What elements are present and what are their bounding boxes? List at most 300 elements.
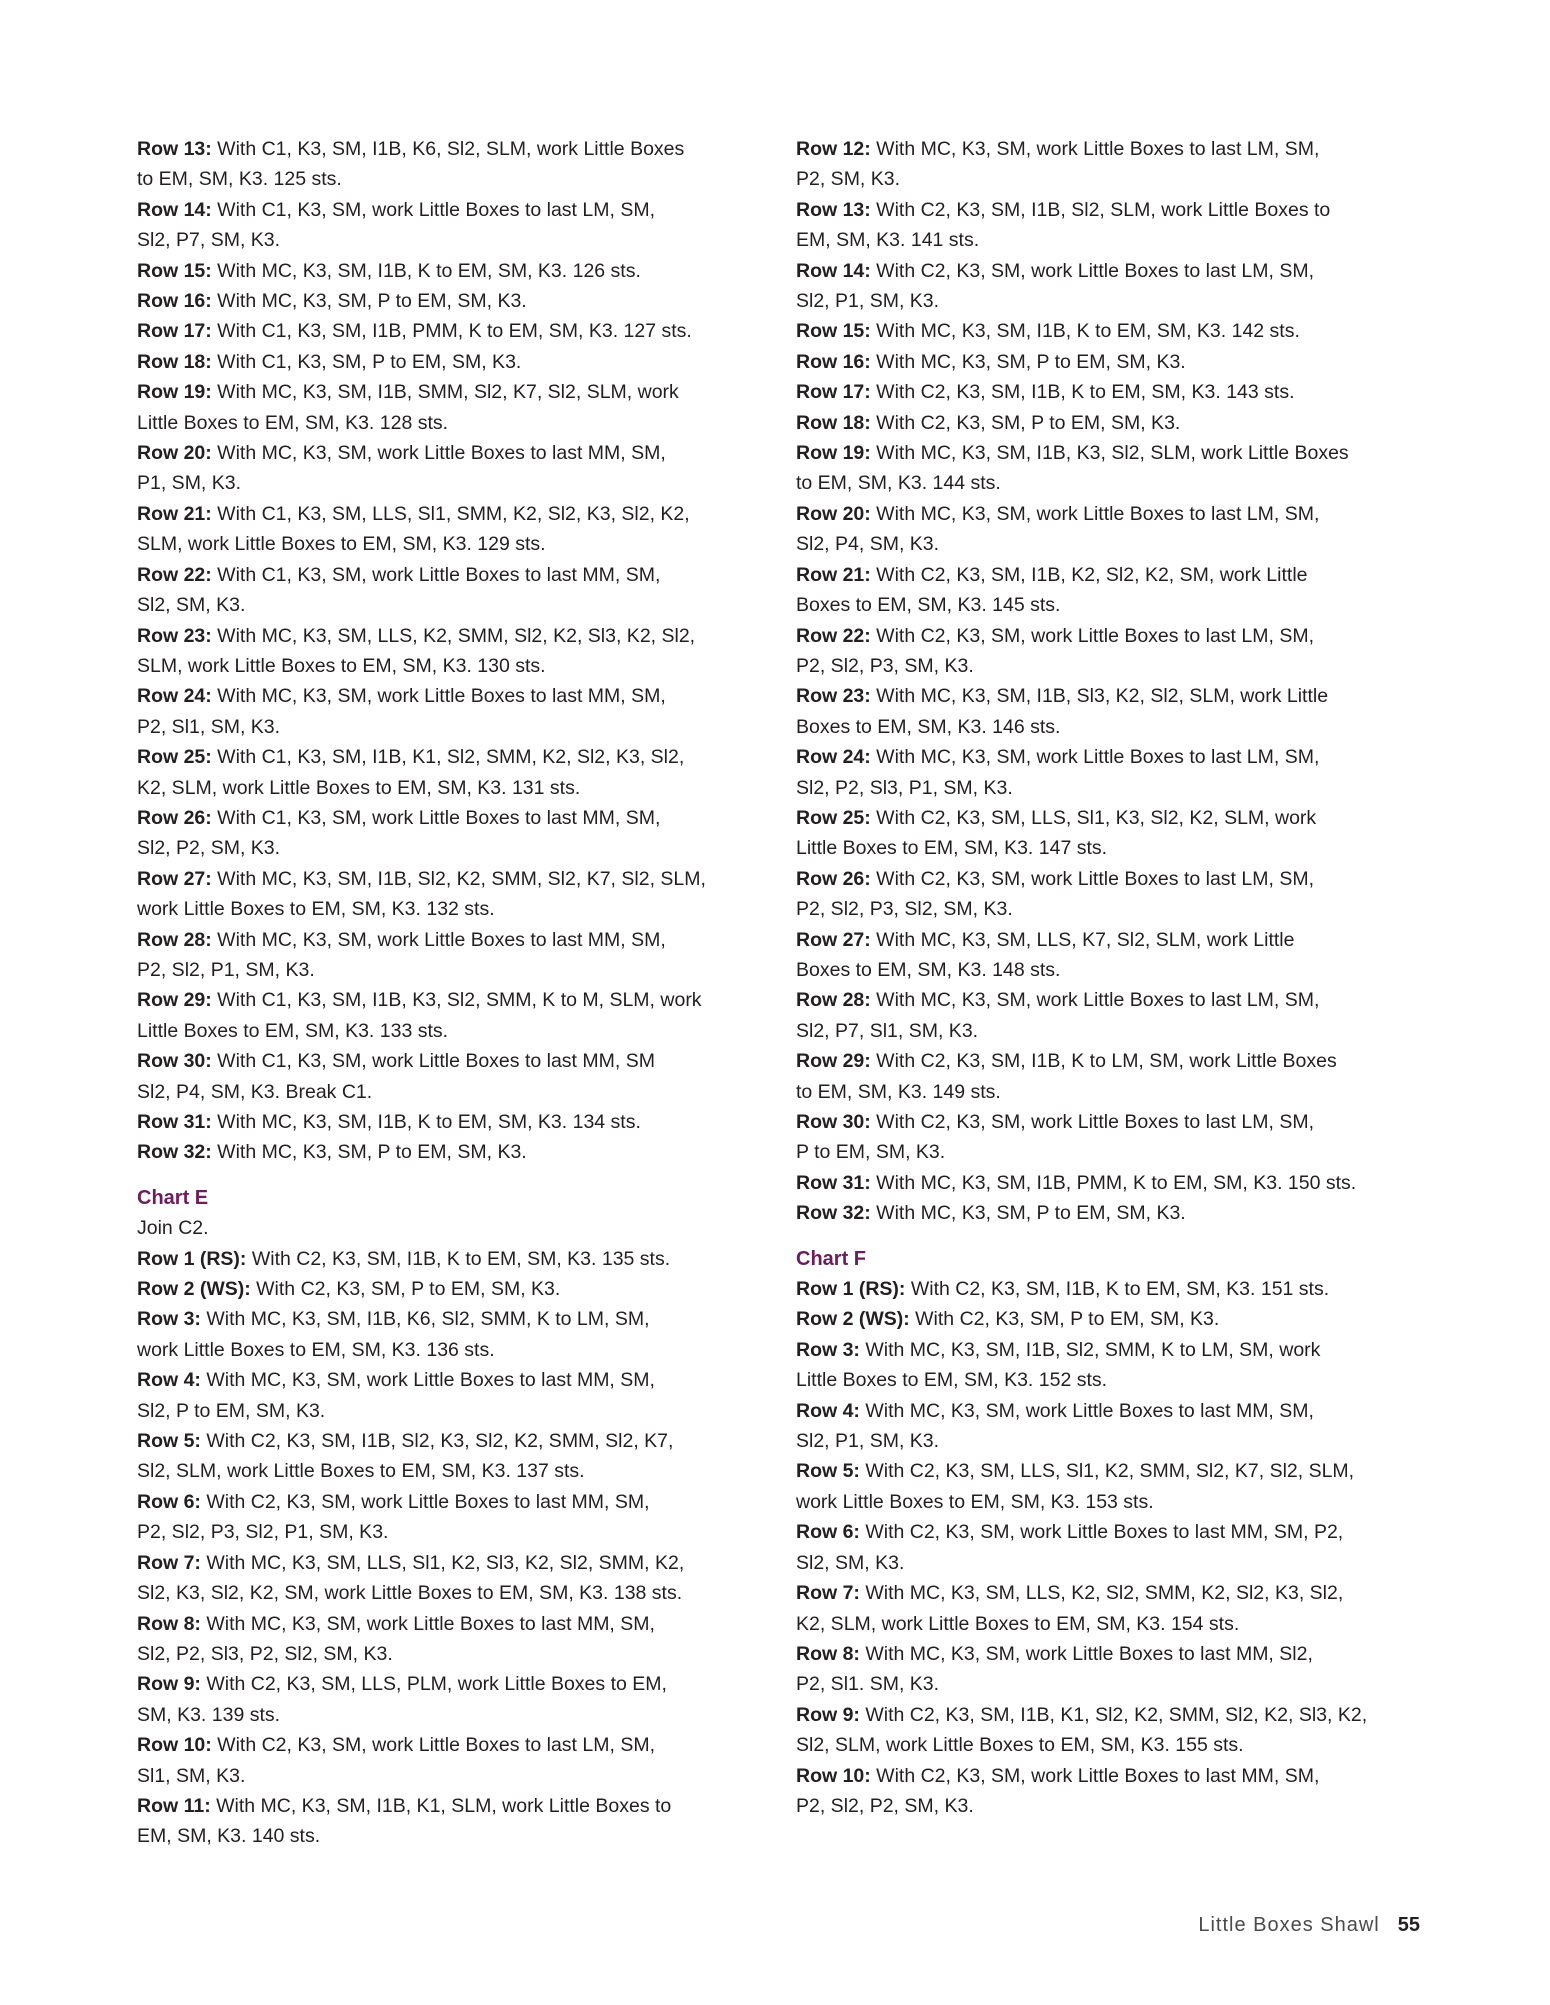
instruction-row	[137, 195, 752, 256]
instruction-line	[137, 529, 752, 559]
row-label: Row 28:	[796, 989, 871, 1012]
instruction-line	[137, 1274, 752, 1304]
instruction-line	[137, 803, 752, 833]
row-label: Row 27:	[137, 867, 212, 890]
instruction-row	[137, 1548, 752, 1609]
row-text: With MC, K3, SM, I1B, Sl2, SMM, K to LM, SM, work	[859, 1338, 1321, 1361]
instruction-line	[137, 590, 752, 620]
instruction-line	[796, 134, 1421, 164]
instruction-line	[796, 1396, 1421, 1426]
row-text: With C2, K3, SM, I1B, K to EM, SM, K3. 135 sts.	[246, 1247, 671, 1270]
row-text: P to EM, SM, K3.	[796, 1141, 946, 1164]
row-label: Row 16:	[796, 350, 871, 373]
row-text: Sl2, P1, SM, K3.	[796, 1430, 940, 1453]
row-text: Sl1, SM, K3.	[137, 1764, 246, 1787]
row-text: With C2, K3, SM, work Little Boxes to last LM, SM,	[870, 624, 1314, 647]
instruction-line	[137, 1609, 752, 1639]
instruction-line	[137, 742, 752, 772]
instruction-line	[796, 195, 1421, 225]
row-text: With MC, K3, SM, I1B, PMM, K to EM, SM, K3. 150 sts.	[870, 1171, 1357, 1194]
row-text: With C2, K3, SM, work Little Boxes to last MM, SM,	[870, 1764, 1320, 1787]
row-label: Row 27:	[796, 928, 871, 951]
row-text: With MC, K3, SM, work Little Boxes to last LM, SM,	[870, 989, 1320, 1012]
instruction-row	[796, 1198, 1421, 1228]
instruction-row	[796, 985, 1421, 1046]
row-label: Row 24:	[137, 685, 212, 708]
row-label: Row 20:	[796, 502, 871, 525]
row-text: With C2, K3, SM, I1B, Sl2, SLM, work Little Boxes to	[870, 198, 1331, 221]
instruction-line	[796, 712, 1421, 742]
instruction-row	[137, 1244, 752, 1274]
row-text: With MC, K3, SM, LLS, K7, Sl2, SLM, work Little	[870, 928, 1295, 951]
row-label: Row 12:	[796, 138, 871, 160]
instruction-row	[137, 742, 752, 803]
row-label: Row 28:	[137, 928, 212, 951]
instruction-line	[796, 560, 1421, 590]
instruction-line	[137, 1426, 752, 1456]
row-label: Row 19:	[137, 381, 212, 404]
row-label: Row 21:	[796, 563, 871, 586]
row-text: With C2, K3, SM, work Little Boxes to last MM, SM, P2,	[859, 1521, 1344, 1544]
instruction-line	[796, 1517, 1421, 1547]
row-text: With C1, K3, SM, work Little Boxes to last MM, SM,	[211, 563, 661, 586]
row-text: P2, Sl1. SM, K3.	[796, 1673, 940, 1696]
instruction-line	[137, 468, 752, 498]
instruction-line	[796, 1609, 1421, 1639]
instruction-line	[796, 1365, 1421, 1395]
instruction-line	[137, 1244, 752, 1274]
row-text: work Little Boxes to EM, SM, K3. 132 sts.	[137, 898, 495, 921]
row-text: With C2, K3, SM, LLS, Sl1, K3, Sl2, K2, SLM, work	[870, 806, 1317, 829]
instruction-line	[796, 925, 1421, 955]
row-text: With C1, K3, SM, work Little Boxes to last LM, SM,	[211, 198, 655, 221]
row-text: With C2, K3, SM, work Little Boxes to last MM, SM,	[200, 1490, 650, 1513]
row-text: P1, SM, K3.	[137, 472, 242, 495]
instruction-line	[796, 651, 1421, 681]
row-label: Row 14:	[137, 198, 212, 221]
row-label: Row 21:	[137, 502, 212, 525]
instruction-row	[796, 499, 1421, 560]
instruction-line	[796, 681, 1421, 711]
instruction-line	[137, 164, 752, 194]
row-text: to EM, SM, K3. 149 sts.	[796, 1080, 1001, 1103]
row-text: Sl2, SLM, work Little Boxes to EM, SM, K3. 137 sts.	[137, 1460, 585, 1483]
instruction-row	[137, 1046, 752, 1107]
row-text: SLM, work Little Boxes to EM, SM, K3. 129 sts.	[137, 533, 546, 556]
instruction-line	[137, 347, 752, 377]
instruction-row	[137, 499, 752, 560]
row-label: Row 2 (WS):	[796, 1308, 910, 1331]
instruction-line	[137, 621, 752, 651]
instruction-line	[137, 955, 752, 985]
instruction-row	[137, 1213, 752, 1243]
instruction-line	[796, 286, 1421, 316]
instruction-row	[137, 560, 752, 621]
instruction-row	[137, 377, 752, 438]
row-label: Row 1 (RS):	[796, 1278, 906, 1301]
row-text: With C2, K3, SM, P to EM, SM, K3.	[250, 1278, 561, 1301]
row-label: Row 29:	[796, 1050, 871, 1073]
row-label: Row 5:	[796, 1460, 860, 1483]
instruction-row	[137, 803, 752, 864]
row-text: With MC, K3, SM, work Little Boxes to last MM, Sl2,	[859, 1642, 1313, 1665]
row-text: With C1, K3, SM, I1B, PMM, K to EM, SM, K3. 127 sts.	[211, 320, 692, 343]
instruction-row	[137, 134, 752, 195]
instruction-row	[796, 1761, 1421, 1822]
instruction-row	[137, 347, 752, 377]
instruction-line	[796, 1548, 1421, 1578]
row-text: P2, Sl2, P1, SM, K3.	[137, 958, 315, 981]
row-label: Row 13:	[796, 198, 871, 221]
left-column	[137, 134, 752, 1852]
instruction-row	[796, 621, 1421, 682]
row-text: With MC, K3, SM, P to EM, SM, K3.	[870, 350, 1186, 373]
instruction-line	[796, 1761, 1421, 1791]
row-text: With MC, K3, SM, LLS, Sl1, K2, Sl3, K2, Sl2, SMM, K2,	[200, 1551, 685, 1574]
row-text: Sl2, SM, K3.	[137, 594, 246, 617]
instruction-row	[796, 408, 1421, 438]
instruction-line	[137, 408, 752, 438]
row-text: Little Boxes to EM, SM, K3. 128 sts.	[137, 411, 449, 434]
row-text: P2, SM, K3.	[796, 168, 901, 191]
instruction-row	[796, 742, 1421, 803]
footer-title: Little Boxes Shawl	[1198, 1914, 1380, 1936]
row-text: Boxes to EM, SM, K3. 146 sts.	[796, 715, 1061, 738]
instruction-line	[137, 1077, 752, 1107]
instruction-line	[796, 164, 1421, 194]
instruction-line	[796, 1198, 1421, 1228]
row-label: Row 23:	[796, 685, 871, 708]
row-text: With C2, K3, SM, work Little Boxes to last LM, SM,	[870, 259, 1314, 282]
instruction-row	[796, 864, 1421, 925]
row-text: Little Boxes to EM, SM, K3. 147 sts.	[796, 837, 1108, 860]
instruction-line	[137, 225, 752, 255]
instruction-line	[137, 1046, 752, 1076]
instruction-row	[796, 377, 1421, 407]
instruction-line	[137, 1578, 752, 1608]
instruction-line	[137, 1487, 752, 1517]
row-text: Sl2, K3, Sl2, K2, SM, work Little Boxes to EM, SM, K3. 138 sts.	[137, 1582, 683, 1605]
instruction-row	[796, 1517, 1421, 1578]
instruction-line	[796, 1304, 1421, 1334]
row-text: SM, K3. 139 sts.	[137, 1703, 281, 1726]
instruction-line	[796, 955, 1421, 985]
instruction-line	[137, 1335, 752, 1365]
row-text: With C2, K3, SM, work Little Boxes to last LM, SM,	[211, 1734, 655, 1757]
instruction-line	[796, 1046, 1421, 1076]
row-text: Join C2.	[137, 1217, 209, 1240]
row-text: With C2, K3, SM, I1B, K2, Sl2, K2, SM, work Little	[870, 563, 1308, 586]
instruction-line	[137, 1700, 752, 1730]
instruction-row	[796, 1335, 1421, 1396]
row-text: With MC, K3, SM, I1B, SMM, Sl2, K7, Sl2, SLM, work	[211, 381, 679, 404]
row-label: Row 5:	[137, 1430, 201, 1453]
instruction-line	[137, 651, 752, 681]
instruction-line	[137, 560, 752, 590]
row-label: Row 4:	[137, 1369, 201, 1392]
row-text: With MC, K3, SM, I1B, K6, Sl2, SMM, K to LM, SM,	[200, 1308, 650, 1331]
instruction-row	[796, 1107, 1421, 1168]
row-label: Row 18:	[796, 411, 871, 434]
row-label: Row 16:	[137, 290, 212, 313]
instruction-line	[796, 377, 1421, 407]
instruction-line	[796, 773, 1421, 803]
row-label: Row 8:	[137, 1612, 201, 1635]
row-text: Sl2, P2, SM, K3.	[137, 837, 281, 860]
instruction-line	[796, 803, 1421, 833]
row-label: Row 26:	[796, 867, 871, 890]
instruction-row	[796, 256, 1421, 317]
row-text: to EM, SM, K3. 144 sts.	[796, 472, 1001, 495]
row-text: K2, SLM, work Little Boxes to EM, SM, K3. 131 sts.	[137, 776, 581, 799]
instruction-line	[796, 1016, 1421, 1046]
row-label: Row 29:	[137, 989, 212, 1012]
row-text: With MC, K3, SM, work Little Boxes to last LM, SM,	[870, 502, 1320, 525]
instruction-line	[796, 1168, 1421, 1198]
instruction-line	[796, 1487, 1421, 1517]
instruction-row	[137, 1487, 752, 1548]
row-text: With C2, K3, SM, LLS, PLM, work Little Boxes to EM,	[200, 1673, 667, 1696]
row-text: Sl2, P to EM, SM, K3.	[137, 1399, 326, 1422]
instruction-line	[137, 256, 752, 286]
instruction-row	[796, 1274, 1421, 1304]
instruction-row	[796, 347, 1421, 377]
instruction-row	[137, 438, 752, 499]
instruction-line	[137, 1821, 752, 1851]
row-text: With MC, K3, SM, I1B, Sl3, K2, Sl2, SLM, work Little	[870, 685, 1329, 708]
row-text: Sl2, SLM, work Little Boxes to EM, SM, K3. 155 sts.	[796, 1734, 1244, 1757]
row-text: With C2, K3, SM, work Little Boxes to last LM, SM,	[870, 867, 1314, 890]
row-label: Row 15:	[137, 259, 212, 282]
instruction-line	[796, 1456, 1421, 1486]
row-text: to EM, SM, K3. 125 sts.	[137, 168, 342, 191]
instruction-line	[137, 712, 752, 742]
row-label: Row 14:	[796, 259, 871, 282]
instruction-line	[137, 925, 752, 955]
row-label: Row 6:	[796, 1521, 860, 1544]
instruction-line	[796, 529, 1421, 559]
row-label: Row 17:	[796, 381, 871, 404]
instruction-row	[137, 1137, 752, 1167]
row-text: P2, Sl2, P2, SM, K3.	[796, 1794, 974, 1817]
row-text: With C2, K3, SM, LLS, Sl1, K2, SMM, Sl2, K7, Sl2, SLM,	[859, 1460, 1355, 1483]
instruction-row	[796, 1396, 1421, 1457]
instruction-line	[796, 256, 1421, 286]
instruction-line	[137, 286, 752, 316]
row-label: Row 3:	[137, 1308, 201, 1331]
instruction-line	[137, 1730, 752, 1760]
instruction-line	[796, 408, 1421, 438]
row-text: Boxes to EM, SM, K3. 145 sts.	[796, 594, 1061, 617]
row-text: With MC, K3, SM, work Little Boxes to last MM, SM,	[211, 685, 666, 708]
row-label: Row 10:	[796, 1764, 871, 1787]
row-label: Row 25:	[137, 746, 212, 769]
instruction-row	[137, 681, 752, 742]
row-label: Row 8:	[796, 1642, 860, 1665]
row-label: Row 18:	[137, 350, 212, 373]
row-text: With MC, K3, SM, I1B, K to EM, SM, K3. 126 sts.	[211, 259, 641, 282]
row-text: P2, Sl2, P3, SM, K3.	[796, 654, 974, 677]
row-text: work Little Boxes to EM, SM, K3. 153 sts.	[796, 1490, 1154, 1513]
instruction-line	[796, 833, 1421, 863]
instruction-line	[796, 621, 1421, 651]
row-text: With C2, K3, SM, I1B, K to LM, SM, work Little Boxes	[870, 1050, 1337, 1073]
row-text: EM, SM, K3. 140 sts.	[137, 1825, 321, 1848]
row-text: With C2, K3, SM, I1B, K to EM, SM, K3. 143 sts.	[870, 381, 1295, 404]
row-text: work Little Boxes to EM, SM, K3. 136 sts.	[137, 1338, 495, 1361]
row-text: With MC, K3, SM, I1B, K1, SLM, work Little Boxes to	[210, 1794, 672, 1817]
row-label: Row 7:	[796, 1582, 860, 1605]
row-text: Sl2, P2, Sl3, P2, Sl2, SM, K3.	[137, 1642, 393, 1665]
row-label: Row 22:	[137, 563, 212, 586]
row-text: With C1, K3, SM, I1B, K1, Sl2, SMM, K2, Sl2, K3, Sl2,	[211, 746, 685, 769]
row-text: With MC, K3, SM, I1B, K to EM, SM, K3. 142 sts.	[870, 320, 1300, 343]
row-label: Row 10:	[137, 1734, 212, 1757]
instruction-line	[796, 1578, 1421, 1608]
row-text: Little Boxes to EM, SM, K3. 133 sts.	[137, 1019, 449, 1042]
instruction-line	[796, 985, 1421, 1015]
instruction-line	[137, 1365, 752, 1395]
row-text: Sl2, P1, SM, K3.	[796, 290, 940, 313]
instruction-row	[137, 256, 752, 286]
instruction-line	[137, 773, 752, 803]
instruction-row	[137, 1669, 752, 1730]
instruction-row	[137, 316, 752, 346]
instruction-row	[137, 1791, 752, 1852]
row-text: With C1, K3, SM, I1B, K3, Sl2, SMM, K to M, SLM, work	[211, 989, 702, 1012]
row-text: With C1, K3, SM, I1B, K6, Sl2, SLM, work Little Boxes	[211, 138, 685, 160]
row-text: With C2, K3, SM, P to EM, SM, K3.	[870, 411, 1181, 434]
row-label: Row 9:	[796, 1703, 860, 1726]
instruction-line	[137, 894, 752, 924]
instruction-row	[137, 925, 752, 986]
row-text: With MC, K3, SM, I1B, K to EM, SM, K3. 134 sts.	[211, 1111, 641, 1133]
instruction-line	[796, 1791, 1421, 1821]
row-label: Row 26:	[137, 806, 212, 829]
row-text: Sl2, P4, SM, K3.	[796, 533, 940, 556]
row-text: With MC, K3, SM, work Little Boxes to last MM, SM,	[211, 442, 666, 465]
instruction-line	[137, 1761, 752, 1791]
row-label: Row 15:	[796, 320, 871, 343]
row-text: Boxes to EM, SM, K3. 148 sts.	[796, 958, 1061, 981]
row-label: Row 30:	[796, 1111, 871, 1133]
instruction-row	[796, 560, 1421, 621]
chart-heading: Chart F	[796, 1247, 866, 1270]
row-label: Row 32:	[796, 1202, 871, 1225]
instruction-row	[137, 1426, 752, 1487]
row-label: Row 24:	[796, 746, 871, 769]
instruction-line	[796, 1077, 1421, 1107]
instruction-row	[796, 681, 1421, 742]
row-label: Row 32:	[137, 1141, 212, 1164]
row-label: Row 3:	[796, 1338, 860, 1361]
row-text: With MC, K3, SM, work Little Boxes to last MM, SM,	[859, 1399, 1314, 1422]
instruction-line	[137, 1304, 752, 1334]
instruction-row	[137, 864, 752, 925]
row-text: Sl2, P7, SM, K3.	[137, 229, 281, 252]
instruction-line	[796, 1274, 1421, 1304]
instruction-line	[796, 590, 1421, 620]
instruction-line	[796, 1700, 1421, 1730]
instruction-line	[137, 1791, 752, 1821]
row-text: With MC, K3, SM, LLS, K2, SMM, Sl2, K2, Sl3, K2, Sl2,	[211, 624, 696, 647]
right-column	[796, 134, 1421, 1821]
row-text: With MC, K3, SM, work Little Boxes to last LM, SM,	[870, 746, 1320, 769]
instruction-line	[137, 1016, 752, 1046]
instruction-line	[137, 985, 752, 1015]
row-text: With MC, K3, SM, work Little Boxes to last MM, SM,	[200, 1369, 655, 1392]
instruction-line	[137, 1669, 752, 1699]
row-text: With C2, K3, SM, work Little Boxes to last LM, SM,	[870, 1111, 1314, 1133]
row-label: Row 19:	[796, 442, 871, 465]
instruction-row	[796, 1046, 1421, 1107]
instruction-line	[796, 1730, 1421, 1760]
instruction-row	[137, 1730, 752, 1791]
row-text: With MC, K3, SM, work Little Boxes to last MM, SM,	[200, 1612, 655, 1635]
row-label: Row 30:	[137, 1050, 212, 1073]
instruction-line	[137, 1639, 752, 1669]
row-text: With MC, K3, SM, work Little Boxes to last LM, SM,	[870, 138, 1320, 160]
row-text: K2, SLM, work Little Boxes to EM, SM, K3. 154 sts.	[796, 1612, 1240, 1635]
row-text: With MC, K3, SM, work Little Boxes to last MM, SM,	[211, 928, 666, 951]
row-label: Row 13:	[137, 138, 212, 160]
instruction-row	[796, 1639, 1421, 1700]
instruction-line	[796, 1426, 1421, 1456]
instruction-line	[137, 833, 752, 863]
instruction-line	[137, 1517, 752, 1547]
instruction-line	[137, 1456, 752, 1486]
row-text: P2, Sl2, P3, Sl2, SM, K3.	[796, 898, 1013, 921]
instruction-line	[137, 438, 752, 468]
row-label: Row 25:	[796, 806, 871, 829]
instruction-row	[796, 316, 1421, 346]
instruction-row	[137, 985, 752, 1046]
instruction-row	[137, 1304, 752, 1365]
row-label: Row 20:	[137, 442, 212, 465]
row-text: With MC, K3, SM, P to EM, SM, K3.	[211, 1141, 527, 1164]
row-text: With MC, K3, SM, LLS, K2, Sl2, SMM, K2, Sl2, K3, Sl2,	[859, 1582, 1344, 1605]
instruction-line	[137, 1137, 752, 1167]
instruction-line	[796, 468, 1421, 498]
row-text: Sl2, P7, Sl1, SM, K3.	[796, 1019, 979, 1042]
row-text: With C1, K3, SM, P to EM, SM, K3.	[211, 350, 522, 373]
row-label: Row 11:	[137, 1794, 211, 1817]
instruction-row	[137, 1365, 752, 1426]
instruction-line	[796, 894, 1421, 924]
row-label: Row 23:	[137, 624, 212, 647]
row-label: Row 31:	[796, 1171, 871, 1194]
row-text: With MC, K3, SM, I1B, Sl2, K2, SMM, Sl2, K7, Sl2, SLM,	[211, 867, 706, 890]
instruction-row	[137, 1609, 752, 1670]
row-text: With C2, K3, SM, I1B, K to EM, SM, K3. 151 sts.	[905, 1278, 1330, 1301]
row-text: Sl2, P2, Sl3, P1, SM, K3.	[796, 776, 1013, 799]
instruction-row	[796, 134, 1421, 195]
instruction-row	[796, 195, 1421, 256]
instruction-line	[796, 1137, 1421, 1167]
row-text: With C1, K3, SM, LLS, Sl1, SMM, K2, Sl2, K3, Sl2, K2,	[211, 502, 690, 525]
instruction-line	[796, 1669, 1421, 1699]
instruction-line	[137, 1548, 752, 1578]
row-text: Little Boxes to EM, SM, K3. 152 sts.	[796, 1369, 1108, 1392]
instruction-line	[796, 1639, 1421, 1669]
row-text: With C1, K3, SM, work Little Boxes to last MM, SM	[211, 1050, 655, 1073]
instruction-row	[137, 621, 752, 682]
instruction-line	[796, 316, 1421, 346]
row-label: Row 6:	[137, 1490, 201, 1513]
row-text: With C2, K3, SM, I1B, Sl2, K3, Sl2, K2, SMM, Sl2, K7,	[200, 1430, 674, 1453]
instruction-row	[796, 1456, 1421, 1517]
instruction-row	[796, 1578, 1421, 1639]
